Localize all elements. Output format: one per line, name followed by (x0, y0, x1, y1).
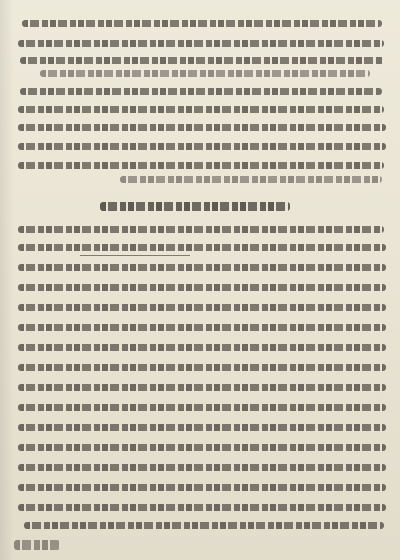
text-line (18, 384, 386, 391)
text-line (18, 284, 386, 291)
text-line (20, 57, 384, 64)
text-line (18, 364, 386, 371)
text-line (18, 106, 384, 113)
text-line (18, 162, 384, 169)
basmala-heading (100, 202, 290, 211)
text-line (18, 244, 386, 251)
text-line (18, 484, 386, 491)
text-underline (80, 255, 190, 256)
text-line (22, 20, 382, 27)
text-line (20, 88, 382, 95)
text-line (18, 124, 386, 131)
text-line (18, 324, 386, 331)
text-line (18, 424, 386, 431)
text-line (18, 40, 384, 47)
text-line (18, 404, 386, 411)
page-edge-shadow (0, 0, 14, 560)
text-line (18, 344, 386, 351)
text-line (18, 264, 386, 271)
text-line (120, 176, 382, 183)
text-line (24, 522, 384, 529)
text-line (40, 70, 370, 77)
text-line (18, 504, 386, 511)
text-line (18, 464, 386, 471)
text-line (18, 143, 386, 150)
text-line (18, 444, 386, 451)
text-line (18, 304, 386, 311)
page-number (14, 540, 60, 550)
text-line (18, 226, 384, 233)
